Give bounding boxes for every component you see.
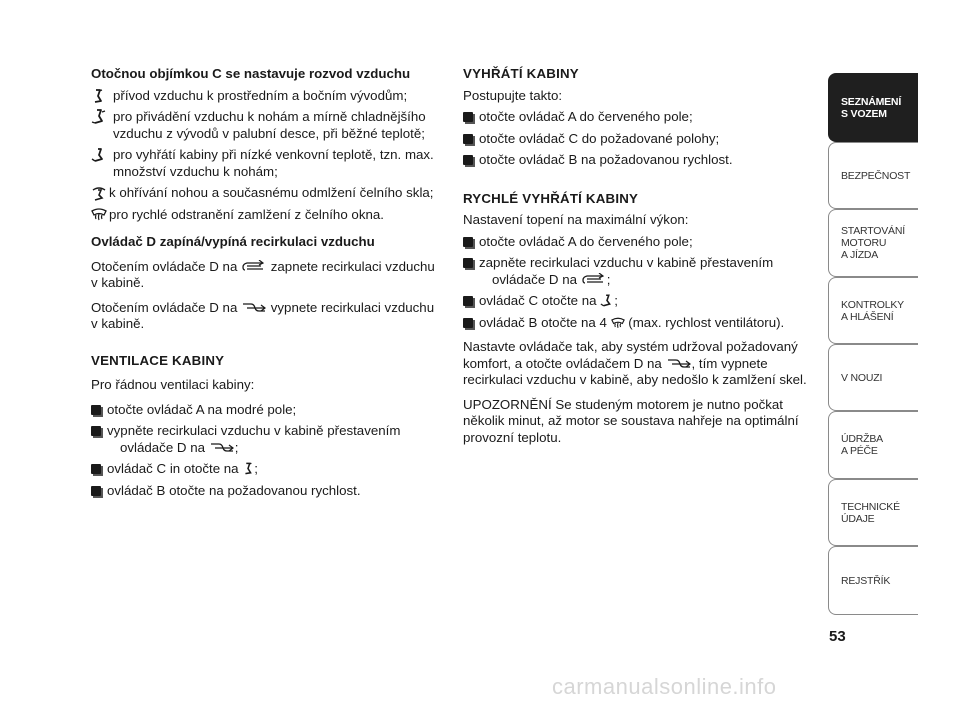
warning-paragraph: UPOZORNĚNÍ Se studeným motorem je nutno počkat několik minut, až motor se soustava nahřeje na optimální provozní teplotu. [463,396,799,445]
recirc-on-text-a: Otočením ovládače D na [91,258,238,274]
vent-item-feet [91,147,441,180]
recirc-on-text [91,259,441,292]
tab-label: SEZNÁMENÍ S VOZEM [841,95,902,120]
vent-text: k ohřívání nohou a současnému odmlžení čelního skla; [109,185,434,200]
tab-kontrolky[interactable] [828,277,918,344]
list-item-text: otočte ovládač C do požadované polohy; [479,130,720,146]
list-item-text-a: zapněte recirkulaci vzduchu v kabině přestavením [479,255,774,270]
checkbox-bullet-icon [463,237,473,247]
list-item [91,483,441,500]
vent-item-defrost [91,207,441,224]
tab-label: KONTROLKY A HLÁŠENÍ [841,298,904,323]
checkbox-bullet-icon [463,112,473,122]
recirc-heading: Ovládač D zapíná/vypíná recirkulaci vzduchu [91,234,375,249]
recirc-on-text-b: zapnete recirkulaci vzduchu v kabině. [91,258,435,290]
list-item [91,402,441,419]
checkbox-bullet-icon [463,318,473,328]
recirc-on-icon [581,273,607,287]
list-item-text [107,423,441,456]
list-item-text [107,461,441,478]
list-item-text-b: ; [614,293,618,308]
checkbox-bullet-icon [91,486,101,496]
checkbox-bullet-icon [91,405,101,415]
list-item-text-c: ; [606,271,611,287]
list-item [463,131,815,148]
comfort-paragraph-a: Nastavte ovládače tak, aby systém udržoval požadovaný komfort, a otočte ovládačem D na [463,339,798,371]
face-vent-icon [242,461,254,476]
list-item-text-a: ovládač C in otočte na [107,461,239,476]
list-item-text [479,293,815,310]
checkbox-bullet-icon [463,258,473,268]
list-item-text: ovládač B otočte na požadovanou rychlost. [107,482,361,498]
feet-vent-icon [91,147,113,163]
recirc-off-icon [209,441,235,455]
checkbox-bullet-icon [463,296,473,306]
tab-seznameni[interactable] [828,73,918,142]
list-item-text: otočte ovládač A na modré pole; [107,401,297,417]
list-item-text-c: ; [234,439,239,455]
tab-v-nouzi[interactable] [828,344,918,411]
list-item-line2 [107,440,441,457]
checkbox-bullet-icon [463,134,473,144]
tab-startovani[interactable] [828,209,918,277]
list-item-text-b: ovládače D na [120,439,206,455]
list-item-text-a: ovládač C otočte na [479,293,597,308]
list-item-line2 [479,272,815,289]
heating-intro: Postupujte takto: [463,87,563,103]
left-column [91,66,441,499]
airflow-heading: Otočnou objímkou C se nastavuje rozvod vzduchu [91,66,411,81]
heating-heading: VYHŘÁTÍ KABINY [463,66,579,81]
list-item [91,461,441,478]
list-item-text-b: (max. rychlost ventilátoru). [628,314,785,330]
recirc-off-text-b: vypnete recirkulaci vzduchu v kabině. [91,299,435,331]
ventilation-intro: Pro řádnou ventilaci kabiny: [91,377,255,392]
vent-item-face-feet [91,109,441,142]
list-item [463,234,815,251]
list-item-text [479,315,815,332]
list-item [91,423,441,456]
tab-label: TECHNICKÉ ÚDAJE [841,500,900,525]
list-item [463,293,815,310]
recirc-off-text [91,300,441,333]
watermark: carmanualsonline.info [552,674,777,699]
tab-label: REJSTŘÍK [841,574,891,587]
list-item [463,109,815,126]
tab-technicke[interactable] [828,479,918,546]
list-item-text: otočte ovládač A do červeného pole; [479,233,693,249]
fast-heating-intro: Nastavení topení na maximální výkon: [463,212,689,227]
checkbox-bullet-icon [91,426,101,436]
list-item-text-a: ovládač B otočte na 4 [479,314,607,330]
right-column [463,66,815,446]
fast-heating-heading: RYCHLÉ VYHŘÁTÍ KABINY [463,190,639,206]
tab-label: BEZPEČNOST [841,169,911,182]
windscreen-defrost-icon [91,207,109,223]
list-item [463,152,815,169]
list-item-text-b: ; [254,461,258,476]
vent-item-feet-defrost [91,185,441,202]
vent-text: pro přivádění vzduchu k nohám a mírně chladnějšího vzduchu z vývodů v palubní desce, při běžné teplotě; [113,109,426,141]
checkbox-bullet-icon [91,464,101,474]
tab-udrzba[interactable] [828,411,918,479]
vent-text: pro rychlé odstranění zamlžení z čelního okna. [109,206,384,222]
tab-label: V NOUZI [841,371,883,384]
checkbox-bullet-icon [463,155,473,165]
list-item-text-a: vypněte recirkulaci vzduchu v kabině přestavením [107,423,401,438]
vent-text: přívod vzduchu k prostředním a bočním vývodům; [113,87,408,103]
list-item-text [479,255,815,288]
ventilation-heading: VENTILACE KABINY [91,352,225,368]
feet-vent-icon [600,293,614,308]
list-item-text-b: ovládače D na [492,271,578,287]
list-item [463,255,815,288]
list-item-text: otočte ovládač A do červeného pole; [479,109,693,124]
face-feet-vent-icon [91,109,113,125]
comfort-paragraph-b: , tím vypnete recirkulaci vzduchu v kabině, aby nedošlo k zamlžení skel. [463,355,807,387]
vent-text: pro vyhřátí kabiny při nízké venkovní teplotě, tzn. max. množství vzduchu k nohám; [113,147,434,179]
face-vent-icon [91,88,113,104]
tab-bezpecnost[interactable] [828,142,918,209]
recirc-on-icon [241,260,267,274]
fan-icon [611,317,625,330]
list-item [463,315,815,332]
recirc-off-text-a: Otočením ovládače D na [91,299,238,315]
recirc-off-icon [666,357,692,371]
recirc-off-icon [241,301,267,315]
feet-defrost-icon [91,185,109,201]
list-item-text: otočte ovládač B na požadovanou rychlost. [479,152,733,167]
vent-item-face [91,88,441,105]
tab-label: ÚDRŽBA A PÉČE [841,433,883,457]
tab-rejstrik[interactable] [828,546,918,615]
comfort-paragraph [463,339,815,389]
page-number: 53 [829,628,846,645]
tab-label: STARTOVÁNÍ MOTORU A JÍZDA [841,225,905,261]
